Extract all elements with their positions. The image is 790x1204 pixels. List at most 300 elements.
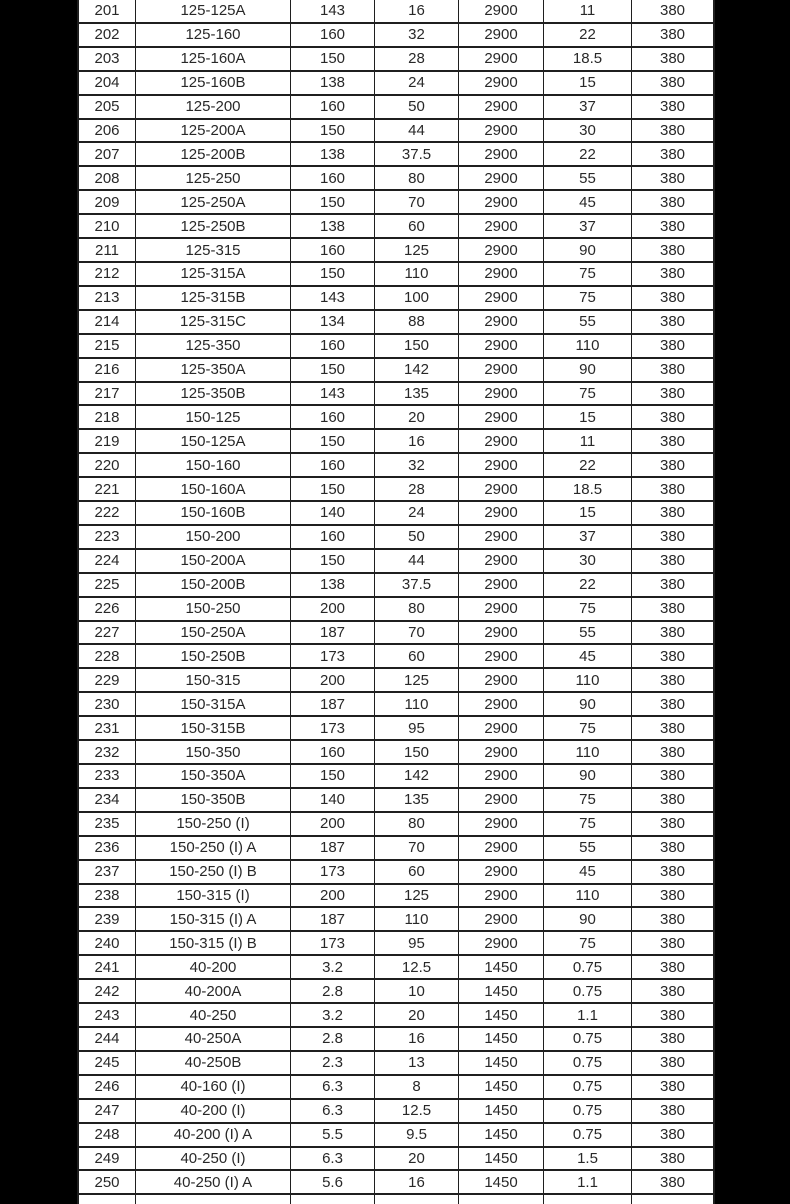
table-cell: 125-315: [135, 239, 290, 261]
table-cell: 110: [374, 263, 458, 285]
table-cell: [374, 1195, 458, 1204]
table-cell: 2900: [458, 550, 543, 572]
table-cell: 55: [543, 622, 631, 644]
table-cell: 125-125A: [135, 0, 290, 22]
table-cell: 125-350: [135, 335, 290, 357]
table-cell: 0.75: [543, 1052, 631, 1074]
table-cell: 55: [543, 311, 631, 333]
table-cell: 22: [543, 143, 631, 165]
table-cell: [631, 1195, 713, 1204]
table-row: [79, 956, 713, 980]
table-cell: 380: [631, 406, 713, 428]
table-cell: 247: [94, 1102, 120, 1120]
table-row: [79, 550, 713, 574]
table-row-partial: [79, 1195, 713, 1204]
table-cell: 22: [543, 454, 631, 476]
table-cell: 90: [543, 908, 631, 930]
table-cell: 75: [543, 598, 631, 620]
table-cell: 225: [94, 576, 120, 594]
table-cell: 2900: [458, 454, 543, 476]
table-cell: 150-315B: [135, 717, 290, 739]
table-cell: 221: [94, 480, 120, 498]
table-cell: 2900: [458, 287, 543, 309]
table-cell: 150: [290, 120, 374, 142]
table-cell: 245: [94, 1054, 120, 1072]
table-cell: 138: [290, 215, 374, 237]
table-cell: 380: [631, 383, 713, 405]
table-cell: 10: [374, 980, 458, 1002]
table-cell: 207: [94, 145, 120, 163]
table-cell: 1450: [458, 956, 543, 978]
table-cell: 380: [631, 1004, 713, 1026]
table-cell: 80: [374, 598, 458, 620]
table-cell: 380: [631, 287, 713, 309]
table-cell: 212: [94, 265, 120, 283]
table-cell: 380: [631, 1028, 713, 1050]
table-cell: 15: [543, 406, 631, 428]
table-cell: 380: [631, 765, 713, 787]
table-cell: 125-315A: [135, 263, 290, 285]
table-cell: 242: [94, 982, 120, 1000]
table-cell: 37: [543, 96, 631, 118]
table-cell: 200: [290, 813, 374, 835]
table-cell: 75: [543, 717, 631, 739]
table-cell: 243: [94, 1006, 120, 1024]
table-cell: 30: [543, 120, 631, 142]
table-cell: 60: [374, 861, 458, 883]
table-cell: 2900: [458, 191, 543, 213]
table-cell: 2900: [458, 502, 543, 524]
table-cell: 55: [543, 837, 631, 859]
table-cell: 2900: [458, 645, 543, 667]
table-cell: 2900: [458, 430, 543, 452]
table-cell: 380: [631, 980, 713, 1002]
table-cell: 380: [631, 717, 713, 739]
table-row: [79, 526, 713, 550]
table-cell: 0.75: [543, 1076, 631, 1098]
table-cell: 2900: [458, 143, 543, 165]
table-cell: 216: [94, 361, 120, 379]
table-cell: [79, 1195, 135, 1204]
table-cell: 203: [94, 50, 120, 68]
table-cell: 6.3: [290, 1148, 374, 1170]
table-cell: 150-315 (I): [135, 885, 290, 907]
table-row: [79, 143, 713, 167]
table-cell: 75: [543, 813, 631, 835]
table-cell: 0.75: [543, 1100, 631, 1122]
table-cell: 75: [543, 932, 631, 954]
table-cell: 125: [374, 239, 458, 261]
table-cell: 44: [374, 550, 458, 572]
table-cell: 90: [543, 693, 631, 715]
table-cell: 150-250: [135, 598, 290, 620]
table-cell: 2900: [458, 598, 543, 620]
table-cell: 150: [290, 478, 374, 500]
table-row: [79, 24, 713, 48]
table-cell: 12.5: [374, 956, 458, 978]
table-cell: 2900: [458, 622, 543, 644]
table-cell: 20: [374, 1004, 458, 1026]
table-cell: 143: [290, 383, 374, 405]
table-cell: 60: [374, 645, 458, 667]
table-cell: 160: [290, 526, 374, 548]
table-cell: 2900: [458, 932, 543, 954]
table-row: [79, 96, 713, 120]
table-cell: 2900: [458, 693, 543, 715]
table-cell: 140: [290, 789, 374, 811]
table-cell: 8: [374, 1076, 458, 1098]
table-row: [79, 789, 713, 813]
table-cell: 135: [374, 383, 458, 405]
table-row: [79, 1100, 713, 1124]
table-cell: 95: [374, 717, 458, 739]
table-cell: 45: [543, 645, 631, 667]
table-cell: 150-250 (I) A: [135, 837, 290, 859]
table-cell: 0.75: [543, 980, 631, 1002]
table-row: [79, 406, 713, 430]
table-cell: 2.8: [290, 980, 374, 1002]
table-cell: 5.5: [290, 1124, 374, 1146]
table-cell: 13: [374, 1052, 458, 1074]
table-cell: 2900: [458, 741, 543, 763]
table-cell: 40-250 (I) A: [135, 1171, 290, 1193]
table-cell: 16: [374, 1171, 458, 1193]
table-cell: 88: [374, 311, 458, 333]
table-cell: 2900: [458, 574, 543, 596]
table-cell: 150-125: [135, 406, 290, 428]
table-cell: [458, 1195, 543, 1204]
table-cell: 125-250B: [135, 215, 290, 237]
table-cell: 380: [631, 1100, 713, 1122]
table-cell: 37: [543, 526, 631, 548]
table-cell: 150-250 (I) B: [135, 861, 290, 883]
table-cell: 75: [543, 383, 631, 405]
table-cell: 2900: [458, 526, 543, 548]
table-cell: 3.2: [290, 956, 374, 978]
table-cell: 90: [543, 239, 631, 261]
table-cell: 380: [631, 239, 713, 261]
table-cell: 110: [543, 335, 631, 357]
table-cell: 140: [290, 502, 374, 524]
table-cell: 37.5: [374, 574, 458, 596]
table-cell: 380: [631, 1148, 713, 1170]
table-cell: 134: [290, 311, 374, 333]
table-cell: 150-350: [135, 741, 290, 763]
table-cell: 2900: [458, 215, 543, 237]
table-row: [79, 191, 713, 215]
table-cell: 125: [374, 885, 458, 907]
table-cell: 160: [290, 24, 374, 46]
table-cell: 2900: [458, 335, 543, 357]
table-cell: 2900: [458, 765, 543, 787]
table-row: [79, 0, 713, 24]
table-cell: 150-160: [135, 454, 290, 476]
table-cell: 224: [94, 552, 120, 570]
table-cell: 15: [543, 72, 631, 94]
table-cell: 125-200A: [135, 120, 290, 142]
table-cell: 380: [631, 335, 713, 357]
table-cell: 380: [631, 430, 713, 452]
table-cell: 150-250B: [135, 645, 290, 667]
table-cell: 380: [631, 72, 713, 94]
table-cell: 2900: [458, 239, 543, 261]
table-cell: 37: [543, 215, 631, 237]
table-cell: 160: [290, 239, 374, 261]
table-cell: 200: [290, 598, 374, 620]
table-cell: 6.3: [290, 1100, 374, 1122]
table-cell: 380: [631, 454, 713, 476]
table-cell: 217: [94, 384, 120, 402]
table-cell: 2900: [458, 813, 543, 835]
table-cell: 150: [374, 335, 458, 357]
table-cell: 2900: [458, 478, 543, 500]
table-cell: 380: [631, 526, 713, 548]
table-cell: 380: [631, 143, 713, 165]
table-cell: 2900: [458, 669, 543, 691]
table-cell: 125-250A: [135, 191, 290, 213]
table-row: [79, 813, 713, 837]
table-cell: 5.6: [290, 1171, 374, 1193]
table-cell: 110: [374, 908, 458, 930]
table-cell: 24: [374, 502, 458, 524]
table-cell: 380: [631, 24, 713, 46]
table-cell: 1450: [458, 1124, 543, 1146]
table-row: [79, 574, 713, 598]
table-cell: 80: [374, 813, 458, 835]
table-cell: 6.3: [290, 1076, 374, 1098]
table-cell: 237: [94, 863, 120, 881]
table-row: [79, 430, 713, 454]
table-cell: 70: [374, 837, 458, 859]
table-cell: 150: [290, 191, 374, 213]
table-cell: 16: [374, 1028, 458, 1050]
table-cell: 80: [374, 167, 458, 189]
table-row: [79, 311, 713, 335]
table-row: [79, 885, 713, 909]
table-cell: 0.75: [543, 1124, 631, 1146]
table-cell: 187: [290, 908, 374, 930]
table-cell: 40-250: [135, 1004, 290, 1026]
table-cell: 1450: [458, 980, 543, 1002]
table-cell: 2900: [458, 789, 543, 811]
table-cell: 2900: [458, 0, 543, 22]
table-cell: 110: [543, 741, 631, 763]
table-cell: 223: [94, 528, 120, 546]
table-cell: 50: [374, 526, 458, 548]
table-cell: 1.1: [543, 1004, 631, 1026]
table-cell: 60: [374, 215, 458, 237]
table-cell: 125-200B: [135, 143, 290, 165]
table-cell: 75: [543, 287, 631, 309]
table-cell: 380: [631, 311, 713, 333]
table-cell: 90: [543, 359, 631, 381]
table-cell: 215: [94, 337, 120, 355]
table-cell: 40-160 (I): [135, 1076, 290, 1098]
table-cell: 173: [290, 861, 374, 883]
table-cell: 150-350B: [135, 789, 290, 811]
table-cell: 142: [374, 359, 458, 381]
table-cell: 2900: [458, 359, 543, 381]
table-cell: 210: [94, 217, 120, 235]
table-cell: 9.5: [374, 1124, 458, 1146]
table-cell: 380: [631, 574, 713, 596]
table-cell: 75: [543, 789, 631, 811]
table-row: [79, 287, 713, 311]
table-cell: 150: [290, 765, 374, 787]
table-cell: 125-350A: [135, 359, 290, 381]
table-cell: 2900: [458, 263, 543, 285]
table-cell: 11: [543, 430, 631, 452]
table-cell: 235: [94, 815, 120, 833]
table-cell: 380: [631, 215, 713, 237]
table-cell: 380: [631, 789, 713, 811]
table-row: [79, 765, 713, 789]
table-cell: 2900: [458, 837, 543, 859]
table-cell: 40-200: [135, 956, 290, 978]
table-cell: 380: [631, 191, 713, 213]
table-row: [79, 1004, 713, 1028]
table-cell: 150: [290, 263, 374, 285]
table-cell: 173: [290, 932, 374, 954]
table-cell: 380: [631, 263, 713, 285]
table-cell: 380: [631, 693, 713, 715]
table-cell: 208: [94, 169, 120, 187]
table-row: [79, 932, 713, 956]
pump-spec-table: [77, 0, 715, 1204]
table-cell: 380: [631, 645, 713, 667]
table-row: [79, 167, 713, 191]
table-row: [79, 48, 713, 72]
table-cell: 380: [631, 96, 713, 118]
table-cell: 239: [94, 910, 120, 928]
table-cell: 380: [631, 598, 713, 620]
table-cell: 125-315B: [135, 287, 290, 309]
table-cell: 1.1: [543, 1171, 631, 1193]
table-cell: 230: [94, 695, 120, 713]
table-row: [79, 741, 713, 765]
table-cell: 125-315C: [135, 311, 290, 333]
table-cell: 45: [543, 191, 631, 213]
table-cell: 2900: [458, 908, 543, 930]
table-row: [79, 1148, 713, 1172]
table-cell: 214: [94, 313, 120, 331]
table-cell: 150: [290, 430, 374, 452]
table-cell: 20: [374, 1148, 458, 1170]
table-cell: 125-160B: [135, 72, 290, 94]
table-cell: 380: [631, 359, 713, 381]
table-cell: 380: [631, 550, 713, 572]
table-cell: 232: [94, 743, 120, 761]
table-cell: 40-200A: [135, 980, 290, 1002]
table-cell: 125-160: [135, 24, 290, 46]
table-row: [79, 861, 713, 885]
table-cell: 28: [374, 478, 458, 500]
table-cell: 15: [543, 502, 631, 524]
table-cell: 70: [374, 191, 458, 213]
table-cell: 143: [290, 0, 374, 22]
table-cell: 205: [94, 98, 120, 116]
table-row: [79, 693, 713, 717]
table-cell: 143: [290, 287, 374, 309]
table-cell: 2900: [458, 96, 543, 118]
table-cell: 380: [631, 908, 713, 930]
table-row: [79, 669, 713, 693]
table-cell: 150-315 (I) B: [135, 932, 290, 954]
table-cell: 187: [290, 693, 374, 715]
table-cell: 226: [94, 600, 120, 618]
table-cell: 150: [374, 741, 458, 763]
table-row: [79, 1076, 713, 1100]
table-cell: 2.8: [290, 1028, 374, 1050]
table-cell: 380: [631, 167, 713, 189]
table-cell: 100: [374, 287, 458, 309]
table-cell: 380: [631, 1124, 713, 1146]
table-cell: 150-315: [135, 669, 290, 691]
table-cell: 2900: [458, 717, 543, 739]
table-cell: 2900: [458, 311, 543, 333]
table-cell: 227: [94, 624, 120, 642]
table-cell: 1450: [458, 1148, 543, 1170]
table-cell: 45: [543, 861, 631, 883]
table-row: [79, 645, 713, 669]
table-cell: 380: [631, 813, 713, 835]
table-cell: 206: [94, 121, 120, 139]
table-cell: 173: [290, 645, 374, 667]
table-cell: 125: [374, 669, 458, 691]
table-cell: 380: [631, 502, 713, 524]
table-cell: 380: [631, 861, 713, 883]
table-cell: 70: [374, 622, 458, 644]
table-cell: 380: [631, 478, 713, 500]
table-cell: 75: [543, 263, 631, 285]
table-cell: 380: [631, 0, 713, 22]
table-cell: 380: [631, 669, 713, 691]
table-cell: [543, 1195, 631, 1204]
table-cell: 24: [374, 72, 458, 94]
table-row: [79, 908, 713, 932]
table-cell: 380: [631, 622, 713, 644]
table-cell: 22: [543, 24, 631, 46]
table-row: [79, 215, 713, 239]
table-cell: 28: [374, 48, 458, 70]
table-cell: 150-200: [135, 526, 290, 548]
table-cell: 150-250 (I): [135, 813, 290, 835]
table-cell: 229: [94, 671, 120, 689]
table-cell: 233: [94, 767, 120, 785]
table-cell: 2900: [458, 861, 543, 883]
table-cell: 380: [631, 48, 713, 70]
table-cell: 380: [631, 1171, 713, 1193]
table-cell: 200: [290, 885, 374, 907]
table-cell: 238: [94, 886, 120, 904]
table-cell: 1450: [458, 1004, 543, 1026]
table-cell: 150-315A: [135, 693, 290, 715]
table-cell: 40-200 (I) A: [135, 1124, 290, 1146]
table-cell: 150-160A: [135, 478, 290, 500]
table-cell: 11: [543, 0, 631, 22]
table-cell: 160: [290, 741, 374, 763]
table-cell: 40-250 (I): [135, 1148, 290, 1170]
table-cell: 248: [94, 1126, 120, 1144]
table-cell: 234: [94, 791, 120, 809]
table-cell: 241: [94, 958, 120, 976]
table-cell: [135, 1195, 290, 1204]
table-cell: 231: [94, 719, 120, 737]
table-row: [79, 359, 713, 383]
table-cell: 0.75: [543, 956, 631, 978]
table-cell: 12.5: [374, 1100, 458, 1122]
table-cell: 200: [290, 669, 374, 691]
